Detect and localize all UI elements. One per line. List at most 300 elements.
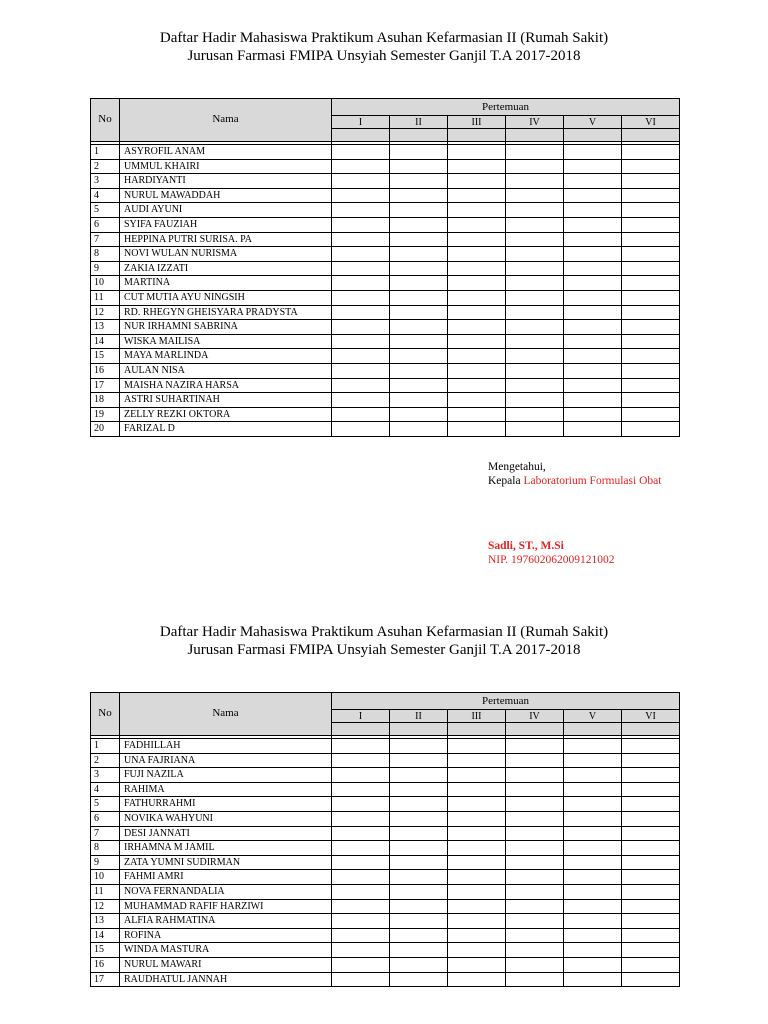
attendance-cell-session-3[interactable] [448, 159, 506, 174]
attendance-cell-session-6[interactable] [622, 855, 680, 870]
attendance-cell-session-2[interactable] [390, 232, 448, 247]
student-name: IRHAMNA M JAMIL [120, 841, 332, 856]
attendance-cell-session-3[interactable] [448, 363, 506, 378]
student-name: FARIZAL D [120, 422, 332, 437]
attendance-cell-session-3[interactable] [448, 914, 506, 929]
table-row [91, 899, 680, 914]
attendance-cell-session-1[interactable] [332, 855, 390, 870]
attendance-cell-session-1[interactable] [332, 174, 390, 189]
attendance-cell-session-1[interactable] [332, 972, 390, 987]
attendance-cell-session-1[interactable] [332, 217, 390, 232]
attendance-cell-session-5[interactable] [564, 174, 622, 189]
signature-position [488, 474, 661, 488]
row-number: 12 [91, 305, 120, 320]
attendance-cell-session-1[interactable] [332, 739, 390, 754]
attendance-cell-session-2[interactable] [390, 914, 448, 929]
student-name: NURUL MAWADDAH [120, 188, 332, 203]
attendance-cell-session-2[interactable] [390, 870, 448, 885]
attendance-cell-session-2[interactable] [390, 928, 448, 943]
attendance-cell-session-5[interactable] [564, 407, 622, 422]
attendance-cell-session-6[interactable] [622, 378, 680, 393]
attendance-cell-session-3[interactable] [448, 290, 506, 305]
attendance-cell-session-6[interactable] [622, 217, 680, 232]
attendance-cell-session-2[interactable] [390, 972, 448, 987]
attendance-cell-session-6[interactable] [622, 247, 680, 262]
attendance-cell-session-3[interactable] [448, 407, 506, 422]
student-name: MAISHA NAZIRA HARSA [120, 378, 332, 393]
attendance-cell-session-2[interactable] [390, 334, 448, 349]
header-blank-cell [332, 129, 390, 142]
attendance-cell-session-5[interactable] [564, 305, 622, 320]
attendance-cell-session-5[interactable] [564, 290, 622, 305]
attendance-cell-session-6[interactable] [622, 305, 680, 320]
attendance-cell-session-5[interactable] [564, 972, 622, 987]
section2-title-line1: Daftar Hadir Mahasiswa Praktikum Asuhan Kefarmasian II (Rumah Sakit) [159, 624, 609, 640]
attendance-cell-session-6[interactable] [622, 232, 680, 247]
attendance-cell-session-1[interactable] [332, 841, 390, 856]
table-row [91, 972, 680, 987]
attendance-cell-session-3[interactable] [448, 826, 506, 841]
header-pertemuan: Pertemuan [332, 693, 680, 710]
student-name: WINDA MASTURA [120, 943, 332, 958]
attendance-cell-session-4[interactable] [506, 811, 564, 826]
table-row [91, 174, 680, 189]
header-session-4: IV [506, 116, 564, 129]
attendance-cell-session-2[interactable] [390, 363, 448, 378]
attendance-cell-session-3[interactable] [448, 739, 506, 754]
attendance-cell-session-4[interactable] [506, 841, 564, 856]
header-session-3: III [448, 710, 506, 723]
row-number: 6 [91, 811, 120, 826]
attendance-cell-session-2[interactable] [390, 159, 448, 174]
attendance-cell-session-6[interactable] [622, 957, 680, 972]
attendance-cell-session-1[interactable] [332, 928, 390, 943]
section2-title-line2: Jurusan Farmasi FMIPA Unsyiah Semester Ganjil T.A 2017-2018 [187, 642, 581, 658]
attendance-cell-session-6[interactable] [622, 753, 680, 768]
row-number: 12 [91, 899, 120, 914]
attendance-cell-session-6[interactable] [622, 768, 680, 783]
attendance-cell-session-3[interactable] [448, 972, 506, 987]
attendance-table-1 [90, 98, 679, 437]
attendance-cell-session-2[interactable] [390, 957, 448, 972]
attendance-cell-session-2[interactable] [390, 393, 448, 408]
attendance-cell-session-1[interactable] [332, 334, 390, 349]
attendance-cell-session-3[interactable] [448, 203, 506, 218]
attendance-cell-session-1[interactable] [332, 899, 390, 914]
attendance-cell-session-4[interactable] [506, 276, 564, 291]
student-name: ASTRI SUHARTINAH [120, 393, 332, 408]
table-row [91, 870, 680, 885]
attendance-cell-session-1[interactable] [332, 290, 390, 305]
section1-title [0, 29, 768, 65]
attendance-cell-session-6[interactable] [622, 334, 680, 349]
attendance-cell-session-6[interactable] [622, 159, 680, 174]
header-blank-cell [332, 723, 390, 736]
attendance-cell-session-5[interactable] [564, 855, 622, 870]
attendance-cell-session-3[interactable] [448, 247, 506, 262]
attendance-cell-session-3[interactable] [448, 305, 506, 320]
attendance-cell-session-1[interactable] [332, 276, 390, 291]
attendance-cell-session-1[interactable] [332, 232, 390, 247]
attendance-cell-session-4[interactable] [506, 145, 564, 160]
attendance-cell-session-1[interactable] [332, 393, 390, 408]
attendance-cell-session-6[interactable] [622, 884, 680, 899]
row-number: 3 [91, 174, 120, 189]
attendance-cell-session-3[interactable] [448, 378, 506, 393]
attendance-cell-session-4[interactable] [506, 782, 564, 797]
attendance-cell-session-1[interactable] [332, 363, 390, 378]
attendance-cell-session-6[interactable] [622, 320, 680, 335]
attendance-cell-session-3[interactable] [448, 393, 506, 408]
table-row [91, 247, 680, 262]
attendance-cell-session-5[interactable] [564, 217, 622, 232]
attendance-cell-session-3[interactable] [448, 768, 506, 783]
attendance-cell-session-6[interactable] [622, 914, 680, 929]
attendance-cell-session-1[interactable] [332, 407, 390, 422]
attendance-cell-session-2[interactable] [390, 782, 448, 797]
attendance-cell-session-2[interactable] [390, 188, 448, 203]
attendance-cell-session-5[interactable] [564, 159, 622, 174]
signature-block [488, 460, 661, 488]
attendance-cell-session-4[interactable] [506, 826, 564, 841]
attendance-cell-session-4[interactable] [506, 320, 564, 335]
attendance-cell-session-1[interactable] [332, 957, 390, 972]
attendance-cell-session-4[interactable] [506, 928, 564, 943]
attendance-cell-session-4[interactable] [506, 914, 564, 929]
header-session-4: IV [506, 710, 564, 723]
attendance-cell-session-6[interactable] [622, 870, 680, 885]
attendance-cell-session-3[interactable] [448, 349, 506, 364]
attendance-cell-session-1[interactable] [332, 753, 390, 768]
student-name: AULAN NISA [120, 363, 332, 378]
attendance-cell-session-2[interactable] [390, 276, 448, 291]
attendance-cell-session-5[interactable] [564, 899, 622, 914]
header-blank-cell [506, 723, 564, 736]
attendance-cell-session-2[interactable] [390, 145, 448, 160]
attendance-cell-session-6[interactable] [622, 363, 680, 378]
attendance-cell-session-1[interactable] [332, 422, 390, 437]
student-name: DESI JANNATI [120, 826, 332, 841]
attendance-cell-session-1[interactable] [332, 884, 390, 899]
section1-title-line2: Jurusan Farmasi FMIPA Unsyiah Semester Ganjil T.A 2017-2018 [187, 48, 581, 64]
attendance-cell-session-4[interactable] [506, 363, 564, 378]
table-body-1 [91, 142, 680, 437]
student-name: ZELLY REZKI OKTORA [120, 407, 332, 422]
attendance-cell-session-5[interactable] [564, 782, 622, 797]
attendance-cell-session-5[interactable] [564, 943, 622, 958]
attendance-cell-session-5[interactable] [564, 232, 622, 247]
attendance-cell-session-1[interactable] [332, 811, 390, 826]
attendance-cell-session-2[interactable] [390, 407, 448, 422]
student-name: NUR IRHAMNI SABRINA [120, 320, 332, 335]
attendance-cell-session-4[interactable] [506, 349, 564, 364]
attendance-cell-session-3[interactable] [448, 797, 506, 812]
attendance-cell-session-4[interactable] [506, 422, 564, 437]
table-row [91, 811, 680, 826]
attendance-cell-session-5[interactable] [564, 422, 622, 437]
attendance-cell-session-3[interactable] [448, 232, 506, 247]
attendance-cell-session-3[interactable] [448, 841, 506, 856]
section1-title-line1: Daftar Hadir Mahasiswa Praktikum Asuhan Kefarmasian II (Rumah Sakit) [159, 30, 609, 46]
attendance-cell-session-3[interactable] [448, 261, 506, 276]
row-number: 4 [91, 782, 120, 797]
attendance-cell-session-2[interactable] [390, 305, 448, 320]
table-row [91, 782, 680, 797]
attendance-cell-session-2[interactable] [390, 826, 448, 841]
attendance-cell-session-5[interactable] [564, 884, 622, 899]
attendance-cell-session-5[interactable] [564, 957, 622, 972]
attendance-cell-session-5[interactable] [564, 363, 622, 378]
attendance-cell-session-4[interactable] [506, 159, 564, 174]
attendance-cell-session-4[interactable] [506, 378, 564, 393]
student-name: MARTINA [120, 276, 332, 291]
attendance-cell-session-5[interactable] [564, 145, 622, 160]
attendance-cell-session-5[interactable] [564, 334, 622, 349]
attendance-cell-session-2[interactable] [390, 349, 448, 364]
row-number: 5 [91, 797, 120, 812]
attendance-cell-session-3[interactable] [448, 174, 506, 189]
header-session-3: III [448, 116, 506, 129]
attendance-cell-session-5[interactable] [564, 739, 622, 754]
attendance-cell-session-2[interactable] [390, 768, 448, 783]
header-session-2: II [390, 710, 448, 723]
attendance-cell-session-6[interactable] [622, 276, 680, 291]
attendance-cell-session-5[interactable] [564, 261, 622, 276]
attendance-cell-session-5[interactable] [564, 320, 622, 335]
attendance-cell-session-1[interactable] [332, 159, 390, 174]
attendance-cell-session-2[interactable] [390, 378, 448, 393]
attendance-cell-session-5[interactable] [564, 276, 622, 291]
attendance-cell-session-5[interactable] [564, 841, 622, 856]
attendance-cell-session-5[interactable] [564, 188, 622, 203]
attendance-cell-session-6[interactable] [622, 797, 680, 812]
student-name: MUHAMMAD RAFIF HARZIWI [120, 899, 332, 914]
attendance-cell-session-2[interactable] [390, 899, 448, 914]
attendance-cell-session-1[interactable] [332, 797, 390, 812]
attendance-cell-session-4[interactable] [506, 768, 564, 783]
attendance-cell-session-5[interactable] [564, 378, 622, 393]
row-number: 13 [91, 914, 120, 929]
attendance-cell-session-2[interactable] [390, 422, 448, 437]
attendance-cell-session-4[interactable] [506, 855, 564, 870]
attendance-cell-session-4[interactable] [506, 957, 564, 972]
attendance-cell-session-2[interactable] [390, 753, 448, 768]
attendance-cell-session-5[interactable] [564, 768, 622, 783]
attendance-cell-session-3[interactable] [448, 188, 506, 203]
attendance-cell-session-6[interactable] [622, 174, 680, 189]
attendance-cell-session-1[interactable] [332, 261, 390, 276]
attendance-cell-session-5[interactable] [564, 797, 622, 812]
row-number: 19 [91, 407, 120, 422]
attendance-cell-session-4[interactable] [506, 753, 564, 768]
row-number: 11 [91, 884, 120, 899]
student-name: ROFINA [120, 928, 332, 943]
attendance-cell-session-2[interactable] [390, 884, 448, 899]
row-number: 13 [91, 320, 120, 335]
attendance-cell-session-6[interactable] [622, 145, 680, 160]
attendance-cell-session-4[interactable] [506, 393, 564, 408]
attendance-cell-session-1[interactable] [332, 378, 390, 393]
attendance-cell-session-1[interactable] [332, 188, 390, 203]
attendance-cell-session-1[interactable] [332, 768, 390, 783]
attendance-cell-session-1[interactable] [332, 349, 390, 364]
row-number: 20 [91, 422, 120, 437]
attendance-cell-session-3[interactable] [448, 899, 506, 914]
attendance-cell-session-6[interactable] [622, 782, 680, 797]
attendance-cell-session-6[interactable] [622, 928, 680, 943]
attendance-cell-session-6[interactable] [622, 943, 680, 958]
attendance-cell-session-4[interactable] [506, 943, 564, 958]
attendance-cell-session-6[interactable] [622, 188, 680, 203]
attendance-cell-session-2[interactable] [390, 290, 448, 305]
attendance-cell-session-3[interactable] [448, 884, 506, 899]
attendance-cell-session-2[interactable] [390, 943, 448, 958]
table-row [91, 826, 680, 841]
attendance-cell-session-3[interactable] [448, 145, 506, 160]
header-blank-cell [448, 723, 506, 736]
attendance-cell-session-2[interactable] [390, 739, 448, 754]
attendance-cell-session-4[interactable] [506, 884, 564, 899]
attendance-cell-session-3[interactable] [448, 957, 506, 972]
attendance-cell-session-3[interactable] [448, 753, 506, 768]
attendance-cell-session-4[interactable] [506, 290, 564, 305]
attendance-cell-session-6[interactable] [622, 407, 680, 422]
attendance-cell-session-4[interactable] [506, 407, 564, 422]
attendance-cell-session-6[interactable] [622, 811, 680, 826]
attendance-cell-session-2[interactable] [390, 320, 448, 335]
row-number: 2 [91, 753, 120, 768]
attendance-cell-session-4[interactable] [506, 232, 564, 247]
attendance-cell-session-2[interactable] [390, 261, 448, 276]
table-row [91, 768, 680, 783]
attendance-cell-session-6[interactable] [622, 203, 680, 218]
attendance-cell-session-3[interactable] [448, 320, 506, 335]
attendance-cell-session-6[interactable] [622, 261, 680, 276]
attendance-cell-session-5[interactable] [564, 203, 622, 218]
attendance-cell-session-2[interactable] [390, 174, 448, 189]
attendance-cell-session-4[interactable] [506, 739, 564, 754]
student-name: ZATA YUMNI SUDIRMAN [120, 855, 332, 870]
attendance-cell-session-6[interactable] [622, 841, 680, 856]
attendance-cell-session-2[interactable] [390, 797, 448, 812]
attendance-cell-session-6[interactable] [622, 739, 680, 754]
student-name: FUJI NAZILA [120, 768, 332, 783]
attendance-cell-session-4[interactable] [506, 972, 564, 987]
attendance-cell-session-4[interactable] [506, 174, 564, 189]
table-row [91, 334, 680, 349]
attendance-cell-session-5[interactable] [564, 393, 622, 408]
attendance-cell-session-6[interactable] [622, 826, 680, 841]
signature-mengetahui: Mengetahui, [488, 461, 546, 473]
header-blank-cell [390, 723, 448, 736]
table-row [91, 261, 680, 276]
attendance-cell-session-2[interactable] [390, 203, 448, 218]
table-row [91, 349, 680, 364]
attendance-cell-session-3[interactable] [448, 334, 506, 349]
attendance-cell-session-1[interactable] [332, 782, 390, 797]
attendance-cell-session-6[interactable] [622, 972, 680, 987]
attendance-cell-session-4[interactable] [506, 870, 564, 885]
attendance-cell-session-6[interactable] [622, 349, 680, 364]
attendance-cell-session-4[interactable] [506, 334, 564, 349]
student-name: FAHMI AMRI [120, 870, 332, 885]
attendance-cell-session-4[interactable] [506, 899, 564, 914]
attendance-cell-session-1[interactable] [332, 320, 390, 335]
attendance-cell-session-6[interactable] [622, 422, 680, 437]
attendance-cell-session-3[interactable] [448, 928, 506, 943]
attendance-cell-session-4[interactable] [506, 797, 564, 812]
attendance-cell-session-2[interactable] [390, 247, 448, 262]
attendance-cell-session-3[interactable] [448, 276, 506, 291]
attendance-cell-session-5[interactable] [564, 928, 622, 943]
student-name: FADHILLAH [120, 739, 332, 754]
attendance-cell-session-2[interactable] [390, 855, 448, 870]
header-session-5: V [564, 116, 622, 129]
attendance-cell-session-3[interactable] [448, 217, 506, 232]
signature-official [488, 539, 615, 567]
attendance-cell-session-1[interactable] [332, 914, 390, 929]
signature-kepala: Kepala [488, 475, 521, 487]
attendance-cell-session-2[interactable] [390, 841, 448, 856]
header-session-1: I [332, 116, 390, 129]
attendance-cell-session-1[interactable] [332, 826, 390, 841]
attendance-cell-session-6[interactable] [622, 290, 680, 305]
header-blank-cell [622, 129, 680, 142]
row-number: 8 [91, 841, 120, 856]
attendance-cell-session-2[interactable] [390, 811, 448, 826]
attendance-cell-session-2[interactable] [390, 217, 448, 232]
attendance-cell-session-1[interactable] [332, 247, 390, 262]
attendance-cell-session-5[interactable] [564, 753, 622, 768]
attendance-cell-session-5[interactable] [564, 811, 622, 826]
attendance-cell-session-6[interactable] [622, 899, 680, 914]
attendance-cell-session-6[interactable] [622, 393, 680, 408]
row-number: 3 [91, 768, 120, 783]
attendance-cell-session-5[interactable] [564, 914, 622, 929]
row-number: 4 [91, 188, 120, 203]
attendance-cell-session-1[interactable] [332, 145, 390, 160]
student-name: UNA FAJRIANA [120, 753, 332, 768]
row-number: 2 [91, 159, 120, 174]
attendance-cell-session-3[interactable] [448, 855, 506, 870]
attendance-cell-session-5[interactable] [564, 247, 622, 262]
attendance-cell-session-1[interactable] [332, 870, 390, 885]
attendance-cell-session-3[interactable] [448, 782, 506, 797]
attendance-cell-session-4[interactable] [506, 247, 564, 262]
attendance-cell-session-5[interactable] [564, 870, 622, 885]
table-row [91, 943, 680, 958]
row-number: 15 [91, 943, 120, 958]
attendance-cell-session-4[interactable] [506, 217, 564, 232]
attendance-cell-session-4[interactable] [506, 188, 564, 203]
attendance-cell-session-3[interactable] [448, 943, 506, 958]
attendance-cell-session-4[interactable] [506, 305, 564, 320]
header-session-1: I [332, 710, 390, 723]
header-blank-cell [622, 723, 680, 736]
signature-nip: NIP. 197602062009121002 [488, 554, 615, 566]
attendance-cell-session-5[interactable] [564, 826, 622, 841]
attendance-cell-session-3[interactable] [448, 422, 506, 437]
attendance-cell-session-1[interactable] [332, 305, 390, 320]
attendance-cell-session-1[interactable] [332, 203, 390, 218]
attendance-cell-session-4[interactable] [506, 261, 564, 276]
attendance-cell-session-3[interactable] [448, 811, 506, 826]
attendance-cell-session-5[interactable] [564, 349, 622, 364]
attendance-cell-session-1[interactable] [332, 943, 390, 958]
table-row [91, 159, 680, 174]
attendance-cell-session-4[interactable] [506, 203, 564, 218]
attendance-cell-session-3[interactable] [448, 870, 506, 885]
